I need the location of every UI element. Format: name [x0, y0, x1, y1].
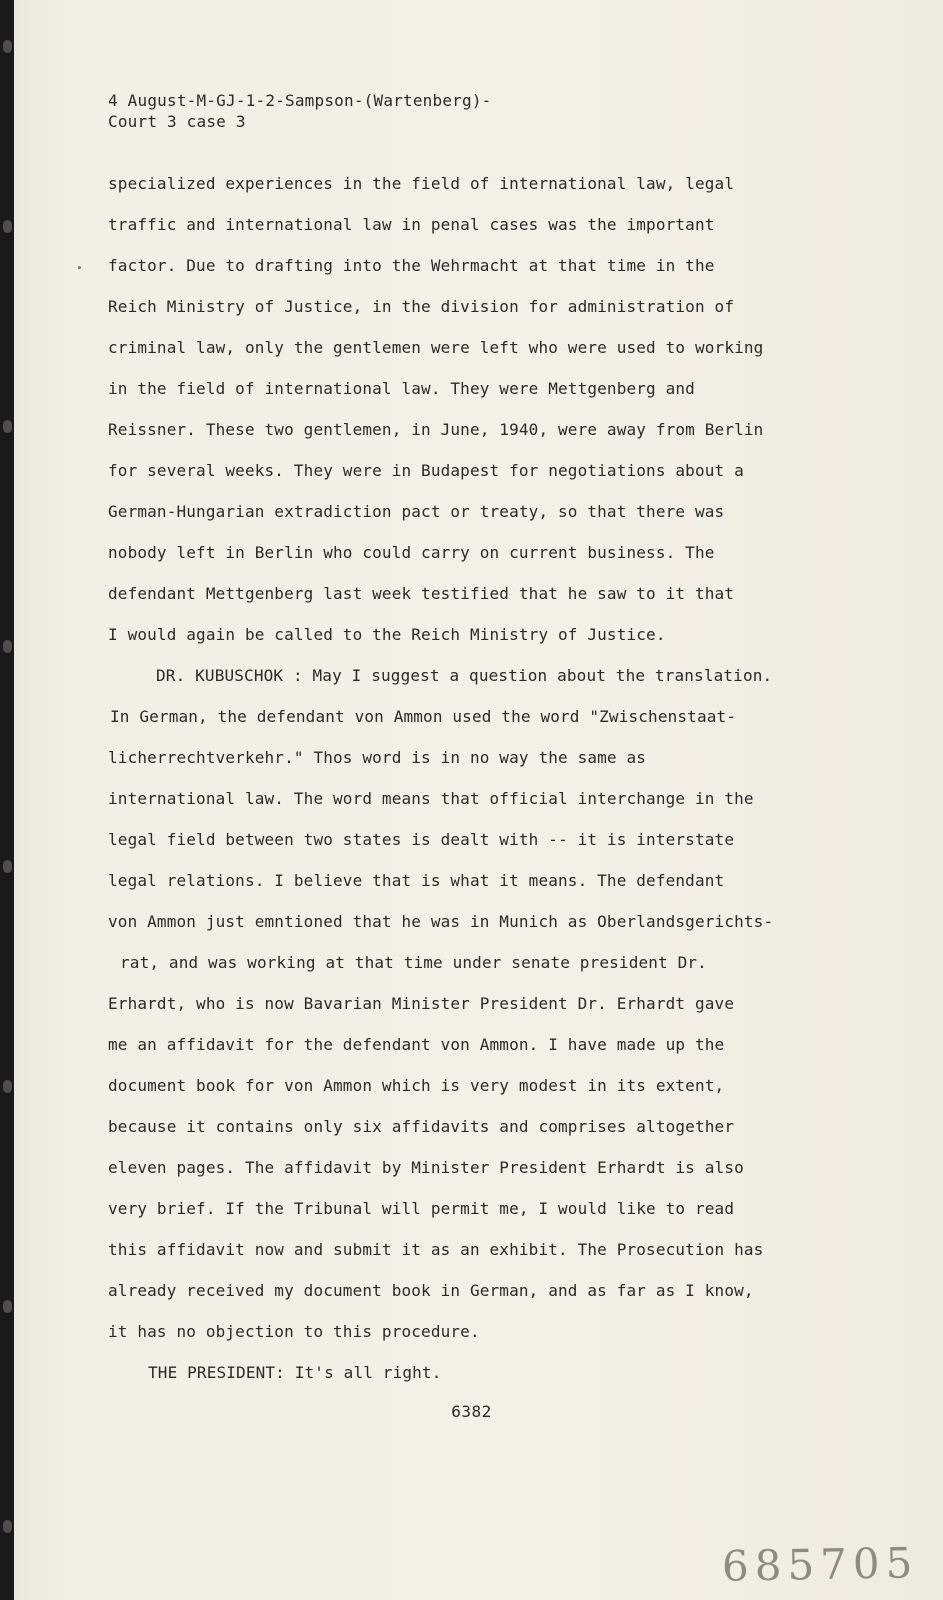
transcript-line: for several weeks. They were in Budapest for negotiations about a	[108, 461, 744, 480]
header-session-line: 4 August-M-GJ-1-2-Sampson-(Wartenberg)-	[108, 91, 492, 110]
transcript-line: von Ammon just emntioned that he was in Munich as Oberlandsgerichts-	[108, 912, 774, 931]
transcript-body	[108, 172, 798, 1402]
transcript-line: in the field of international law. They were Mettgenberg and	[108, 379, 695, 398]
transcript-line: legal relations. I believe that is what it means. The defendant	[108, 871, 725, 890]
binding-hole	[3, 1300, 12, 1313]
transcript-line: criminal law, only the gentlemen were left who were used to working	[108, 338, 764, 357]
transcript-line: international law. The word means that official interchange in the	[108, 789, 754, 808]
transcript-line: licherrechtverkehr." Thos word is in no way the same as	[108, 748, 647, 767]
transcript-line: nobody left in Berlin who could carry on current business. The	[108, 543, 715, 562]
document-header	[108, 90, 491, 132]
transcript-line: because it contains only six affidavits and comprises altogether	[108, 1117, 735, 1136]
transcript-line: factor. Due to drafting into the Wehrmacht at that time in the	[108, 256, 715, 275]
transcript-line: specialized experiences in the field of international law, legal	[108, 174, 735, 193]
transcript-line: very brief. If the Tribunal will permit me, I would like to read	[108, 1199, 735, 1218]
transcript-line: document book for von Ammon which is very modest in its extent,	[108, 1076, 725, 1095]
binding-hole	[3, 220, 12, 233]
transcript-line: legal field between two states is dealt with -- it is interstate	[108, 830, 735, 849]
binding-hole	[3, 1080, 12, 1093]
transcript-line: defendant Mettgenberg last week testified that he saw to it that	[108, 584, 735, 603]
transcript-line: rat, and was working at that time under senate president Dr.	[120, 953, 707, 972]
archive-stamp-number: 685705	[721, 1538, 919, 1591]
page-number: 6382	[451, 1402, 492, 1421]
transcript-line: this affidavit now and submit it as an exhibit. The Prosecution has	[108, 1240, 764, 1259]
speaker-line-president: THE PRESIDENT: It's all right.	[148, 1363, 442, 1382]
transcript-line: In German, the defendant von Ammon used the word "Zwischenstaat-	[110, 707, 737, 726]
binding-hole	[3, 860, 12, 873]
transcript-line: Reich Ministry of Justice, in the division for administration of	[108, 297, 735, 316]
header-court-line: Court 3 case 3	[108, 112, 246, 131]
transcript-line: it has no objection to this procedure.	[108, 1322, 480, 1341]
binding-hole	[3, 420, 12, 433]
binding-hole	[3, 40, 12, 53]
transcript-line: me an affidavit for the defendant von Ammon. I have made up the	[108, 1035, 725, 1054]
transcript-line: I would again be called to the Reich Ministry of Justice.	[108, 625, 666, 644]
transcript-line: already received my document book in German, and as far as I know,	[108, 1281, 754, 1300]
transcript-line: eleven pages. The affidavit by Minister President Erhardt is also	[108, 1158, 744, 1177]
transcript-line: traffic and international law in penal cases was the important	[108, 215, 715, 234]
transcript-line: German-Hungarian extradiction pact or treaty, so that there was	[108, 502, 725, 521]
paper-speck	[78, 266, 81, 269]
speaker-line-kubuschok: DR. KUBUSCHOK : May I suggest a question about the translation.	[156, 666, 773, 685]
binding-hole	[3, 640, 12, 653]
binding-hole	[3, 1520, 12, 1533]
binding-strip	[0, 0, 14, 1600]
transcript-line: Reissner. These two gentlemen, in June, 1940, were away from Berlin	[108, 420, 764, 439]
transcript-line: Erhardt, who is now Bavarian Minister President Dr. Erhardt gave	[108, 994, 735, 1013]
